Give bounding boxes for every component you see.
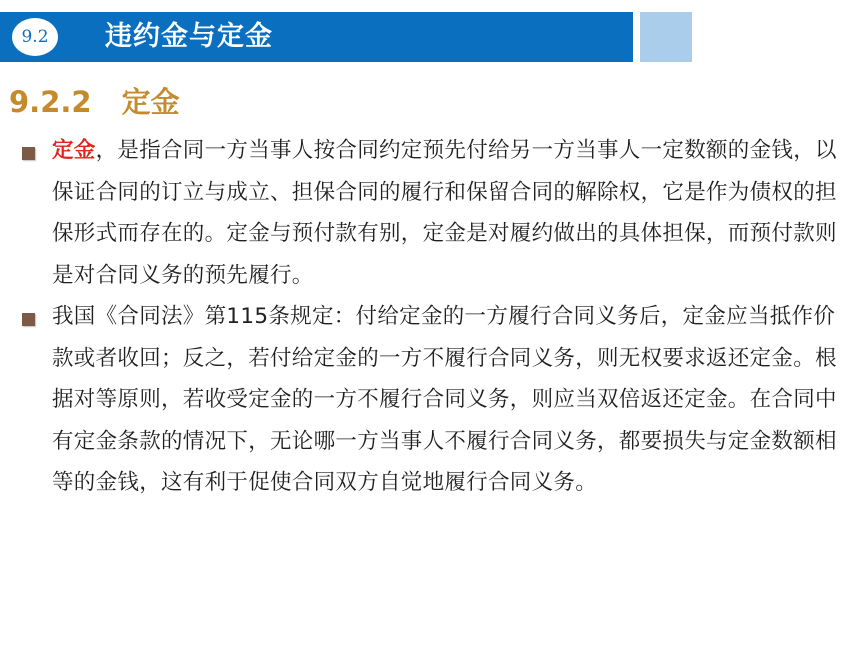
- paragraph-text: 我国《合同法》第115条规定：付给定金的一方履行合同义务后，定金应当抵作价款或者收回；反之，若付给定金的一方不履行合同义务，则无权要求返还定金。根据对等原则，若收受定金的一方不履行合同义务，则应当双倍返还定金。在合同中有定金条款的情况下，无论哪一方当事人不履行合同义务，都要损失与定金数额相等的金钱，这有利于促使合同双方自觉地履行合同义务。: [52, 304, 837, 495]
- header-title: 违约金与定金: [105, 21, 273, 52]
- section-number-badge: 9.2: [9, 15, 61, 59]
- header-bar: [0, 12, 633, 62]
- highlight-term: 定金: [52, 138, 96, 163]
- paragraph-contract-law: [52, 296, 847, 504]
- paragraph-deposit-definition: [52, 130, 847, 296]
- section-name: 定金: [121, 85, 180, 119]
- section-number: 9.2.2: [9, 85, 92, 119]
- square-bullet-icon: [22, 313, 35, 326]
- square-bullet-icon: [22, 147, 35, 160]
- paragraph-text: ，是指合同一方当事人按合同约定预先付给另一方当事人一定数额的金钱，以保证合同的订立与成立、担保合同的履行和保留合同的解除权，它是作为债权的担保形式而存在的。定金与预付款有别，定金是对履约做出的具体担保，而预付款则是对合同义务的预先履行。: [52, 138, 837, 288]
- section-title: [9, 80, 180, 124]
- header-accent-square: [640, 12, 692, 62]
